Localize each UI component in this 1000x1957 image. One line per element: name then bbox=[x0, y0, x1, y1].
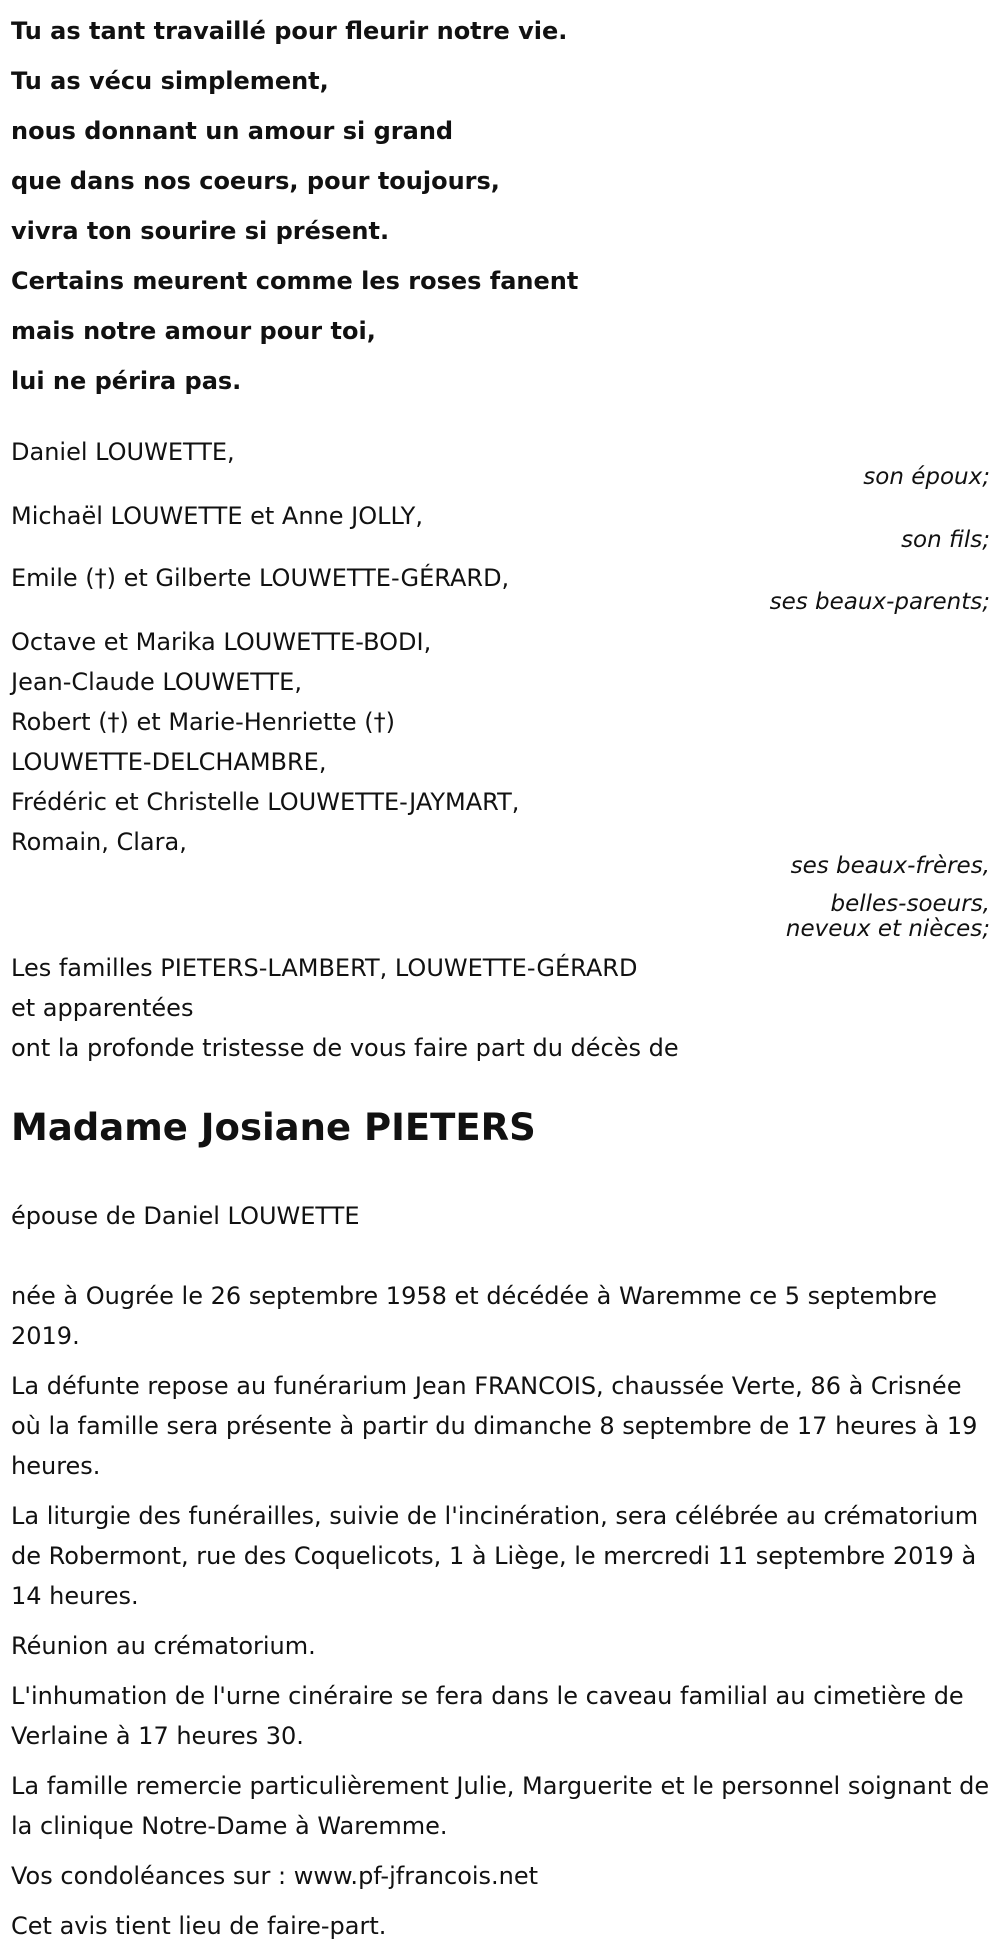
siblings-relation-2: belles-soeurs, bbox=[830, 891, 990, 917]
poem-line: que dans nos coeurs, pour toujours, bbox=[11, 167, 500, 195]
siblings-list bbox=[11, 622, 519, 862]
parents-in-law-relation: ses beaux-parents; bbox=[769, 589, 990, 615]
poem-line: lui ne périra pas. bbox=[11, 367, 242, 395]
condolences-paragraph: Vos condoléances sur : www.pf-jfrancois.net bbox=[11, 1862, 539, 1890]
families-line: et apparentées bbox=[11, 994, 194, 1022]
siblings-relation-1: ses beaux-frères, bbox=[790, 853, 990, 879]
spouse-name: Daniel LOUWETTE, bbox=[11, 438, 235, 466]
spouse-relation: son époux; bbox=[863, 464, 990, 490]
poem-line: vivra ton sourire si présent. bbox=[11, 217, 390, 245]
families-line: ont la profonde tristesse de vous faire part du décès de bbox=[11, 1034, 679, 1062]
sibling-line: Octave et Marika LOUWETTE-BODI, bbox=[11, 628, 432, 656]
notice-paragraph: Cet avis tient lieu de faire-part. bbox=[11, 1912, 387, 1940]
sibling-line: Frédéric et Christelle LOUWETTE-JAYMART, bbox=[11, 788, 520, 816]
sibling-line: LOUWETTE-DELCHAMBRE, bbox=[11, 748, 327, 776]
son-name: Michaël LOUWETTE et Anne JOLLY, bbox=[11, 502, 423, 530]
poem-line: Tu as vécu simplement, bbox=[11, 67, 329, 95]
liturgy-paragraph: La liturgie des funérailles, suivie de l'incinération, sera célébrée au crématorium de Robermont, rue des Coquelicots, 1 à Liège, le mercredi 11 septembre 2019 à 14 heures. bbox=[11, 1502, 979, 1610]
funerarium-paragraph: La défunte repose au funérarium Jean FRANCOIS, chaussée Verte, 86 à Crisnée où la famille sera présente à partir du dimanche 8 septembre de 17 heures à 19 heures. bbox=[11, 1372, 978, 1480]
parents-in-law-name: Emile (†) et Gilberte LOUWETTE-GÉRARD, bbox=[11, 564, 510, 592]
inhumation-paragraph: L'inhumation de l'urne cinéraire se fera dans le caveau familial au cimetière de Verlaine à 17 heures 30. bbox=[11, 1682, 964, 1750]
families-line: Les familles PIETERS-LAMBERT, LOUWETTE-GÉRARD bbox=[11, 954, 638, 982]
sibling-line: Robert (†) et Marie-Henriette (†) bbox=[11, 708, 395, 736]
thanks-paragraph: La famille remercie particulièrement Julie, Marguerite et le personnel soignant de la clinique Notre-Dame à Waremme. bbox=[11, 1772, 990, 1840]
sibling-line: Romain, Clara, bbox=[11, 828, 187, 856]
families-announcement bbox=[11, 948, 679, 1068]
reunion-paragraph: Réunion au crématorium. bbox=[11, 1632, 316, 1660]
poem-line: mais notre amour pour toi, bbox=[11, 317, 376, 345]
deceased-name: Madame Josiane PIETERS bbox=[11, 1106, 536, 1149]
son-relation: son fils; bbox=[901, 527, 990, 553]
sibling-line: Jean-Claude LOUWETTE, bbox=[11, 668, 302, 696]
poem-line: Tu as tant travaillé pour fleurir notre vie. bbox=[11, 17, 568, 45]
poem-line: nous donnant un amour si grand bbox=[11, 117, 454, 145]
siblings-relation-3: neveux et nièces; bbox=[785, 916, 990, 942]
spouse-of-line: épouse de Daniel LOUWETTE bbox=[11, 1202, 360, 1230]
birth-death-paragraph: née à Ougrée le 26 septembre 1958 et décédée à Waremme ce 5 septembre 2019. bbox=[11, 1282, 938, 1350]
poem-line: Certains meurent comme les roses fanent bbox=[11, 267, 579, 295]
poem bbox=[11, 6, 578, 406]
